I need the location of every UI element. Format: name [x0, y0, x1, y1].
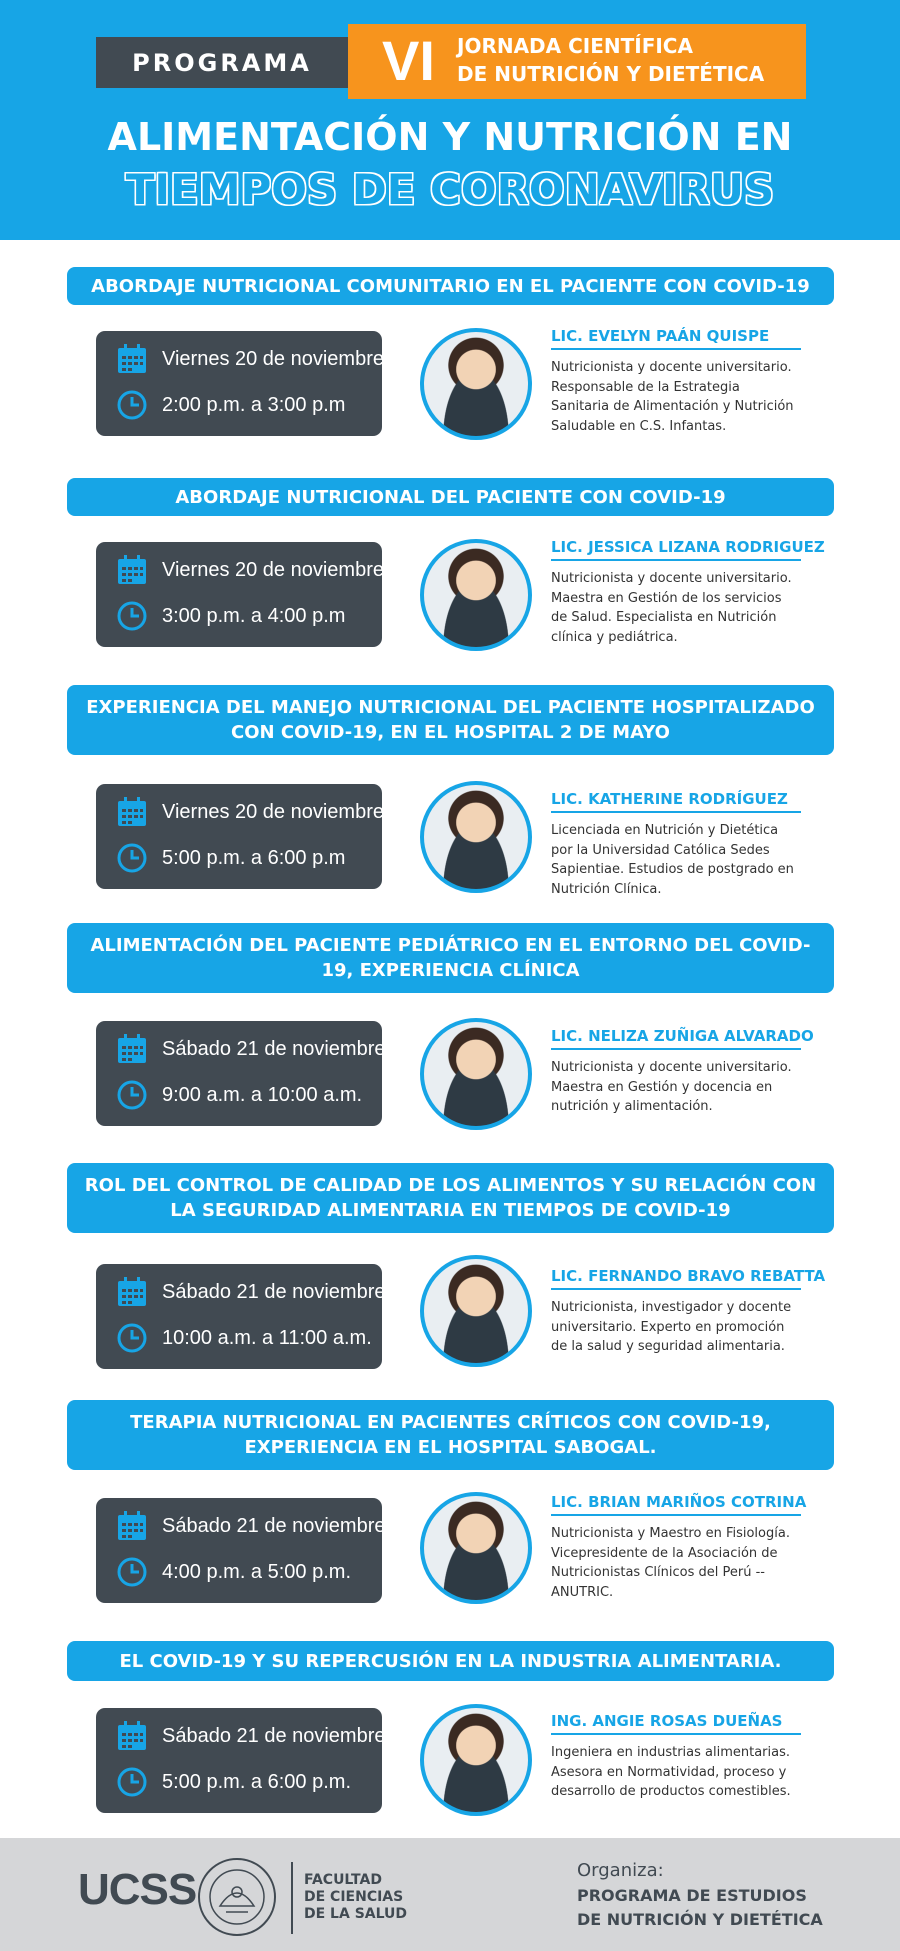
- jornada-line-1: JORNADA CIENTÍFICA: [457, 34, 693, 58]
- jornada-number: VI: [382, 29, 435, 92]
- calendar-icon: [116, 343, 148, 375]
- speaker-block: [551, 1492, 807, 1602]
- speaker-photo: [420, 1704, 532, 1816]
- session-time: 5:00 p.m. a 6:00 p.m.: [162, 1770, 351, 1793]
- organizer-block: [577, 1858, 823, 1932]
- calendar-icon: [116, 1276, 148, 1308]
- calendar-icon: [116, 796, 148, 828]
- session-date: Sábado 21 de noviembre: [162, 1514, 386, 1537]
- session-schedule: [96, 1021, 386, 1126]
- clock-icon: [116, 1766, 148, 1798]
- calendar-icon: [116, 1510, 148, 1542]
- speaker-name: LIC. KATHERINE RODRÍGUEZ: [551, 789, 801, 813]
- clock-icon: [116, 389, 148, 421]
- session-schedule: [96, 784, 382, 889]
- session-time: 2:00 p.m. a 3:00 p.m: [162, 393, 346, 416]
- headline-line-1: ALIMENTACIÓN Y NUTRICIÓN EN: [107, 115, 793, 159]
- session-date: Viernes 20 de noviembre: [162, 558, 384, 581]
- speaker-block: [551, 537, 825, 647]
- session-topic: EL COVID-19 Y SU REPERCUSIÓN EN LA INDUSTRIA ALIMENTARIA.: [67, 1641, 834, 1681]
- session-topic: ROL DEL CONTROL DE CALIDAD DE LOS ALIMENTOS Y SU RELACIÓN CON LA SEGURIDAD ALIMENTARIA EN TIEMPOS DE COVID-19: [67, 1163, 834, 1233]
- session-date: Viernes 20 de noviembre: [162, 347, 384, 370]
- speaker-photo: [420, 1255, 532, 1367]
- speaker-block: [551, 789, 801, 899]
- clock-icon: [116, 1556, 148, 1588]
- university-seal-icon: [196, 1856, 278, 1938]
- clock-icon: [116, 1322, 148, 1354]
- speaker-bio: Nutricionista y docente universitario. Responsable de la Estrategia Sanitaria de Alimentación y Nutrición Saludable en C.S. Infantas.: [551, 360, 794, 434]
- clock-icon: [116, 1079, 148, 1111]
- speaker-bio: Ingeniera en industrias alimentarias. Asesora en Normatividad, proceso y desarrollo de productos comestibles.: [551, 1745, 791, 1799]
- session-date: Viernes 20 de noviembre: [162, 800, 384, 823]
- calendar-icon: [116, 1033, 148, 1065]
- headline-line-2: TIEMPOS DE CORONAVIRUS: [125, 165, 775, 214]
- ucss-logo: UCSS: [78, 1865, 197, 1914]
- session-schedule: [96, 1708, 386, 1813]
- session-time: 5:00 p.m. a 6:00 p.m: [162, 846, 346, 869]
- speaker-bio: Licenciada en Nutrición y Dietética por la Universidad Católica Sedes Sapientiae. Estudios de postgrado en Nutrición Clínica.: [551, 823, 794, 897]
- clock-icon: [116, 600, 148, 632]
- program-line-2: DE NUTRICIÓN Y DIETÉTICA: [577, 1910, 823, 1929]
- faculty-name: FACULTAD DE CIENCIAS DE LA SALUD: [304, 1872, 408, 1922]
- speaker-block: [551, 1026, 814, 1117]
- speaker-name: LIC. EVELYN PAÁN QUISPE: [551, 326, 801, 350]
- session-schedule: [96, 1264, 386, 1369]
- speaker-block: [551, 1266, 826, 1357]
- speaker-photo: [420, 1018, 532, 1130]
- session-time: 9:00 a.m. a 10:00 a.m.: [162, 1083, 363, 1106]
- speaker-name: ING. ANGIE ROSAS DUEÑAS: [551, 1711, 801, 1735]
- speaker-block: [551, 1711, 801, 1802]
- clock-icon: [116, 842, 148, 874]
- session-date: Sábado 21 de noviembre: [162, 1037, 386, 1060]
- jornada-line-2: DE NUTRICIÓN Y DIETÉTICA: [457, 62, 765, 86]
- session-topic: ALIMENTACIÓN DEL PACIENTE PEDIÁTRICO EN EL ENTORNO DEL COVID-19, EXPERIENCIA CLÍNICA: [67, 923, 834, 993]
- speaker-photo: [420, 781, 532, 893]
- session-schedule: [96, 331, 382, 436]
- speaker-bio: Nutricionista y docente universitario. Maestra en Gestión de los servicios de Salud. Especialista en Nutrición clínica y pediátrica.: [551, 571, 792, 645]
- session-topic: ABORDAJE NUTRICIONAL DEL PACIENTE CON COVID-19: [67, 478, 834, 516]
- session-time: 10:00 a.m. a 11:00 a.m.: [162, 1326, 372, 1349]
- calendar-icon: [116, 554, 148, 586]
- speaker-photo: [420, 328, 532, 440]
- speaker-name: LIC. FERNANDO BRAVO REBATTA: [551, 1266, 801, 1290]
- program-line-1: PROGRAMA DE ESTUDIOS: [577, 1886, 807, 1905]
- session-schedule: [96, 1498, 386, 1603]
- speaker-photo: [420, 1492, 532, 1604]
- speaker-name: LIC. NELIZA ZUÑIGA ALVARADO: [551, 1026, 801, 1050]
- jornada-badge: [348, 24, 806, 99]
- session-time: 3:00 p.m. a 4:00 p.m: [162, 604, 346, 627]
- speaker-photo: [420, 539, 532, 651]
- footer-divider: [291, 1862, 293, 1934]
- organiza-label: Organiza:: [577, 1860, 664, 1881]
- session-date: Sábado 21 de noviembre: [162, 1280, 386, 1303]
- speaker-bio: Nutricionista y Maestro en Fisiología. Vicepresidente de la Asociación de Nutricionistas Clínicos del Perú -- ANUTRIC.: [551, 1526, 790, 1600]
- session-date: Sábado 21 de noviembre: [162, 1724, 386, 1747]
- session-topic: TERAPIA NUTRICIONAL EN PACIENTES CRÍTICOS CON COVID-19, EXPERIENCIA EN EL HOSPITAL SABOGAL.: [67, 1400, 834, 1470]
- speaker-name: LIC. BRIAN MARIÑOS COTRINA: [551, 1492, 801, 1516]
- speaker-bio: Nutricionista y docente universitario. Maestra en Gestión y docencia en nutrición y alimentación.: [551, 1060, 792, 1114]
- footer: [0, 1838, 900, 1951]
- header-banner: [0, 0, 900, 240]
- session-schedule: [96, 542, 382, 647]
- session-topic: EXPERIENCIA DEL MANEJO NUTRICIONAL DEL PACIENTE HOSPITALIZADO CON COVID-19, EN EL HOSPITAL 2 DE MAYO: [67, 685, 834, 755]
- speaker-bio: Nutricionista, investigador y docente universitario. Experto en promoción de la salud y seguridad alimentaria.: [551, 1300, 792, 1354]
- calendar-icon: [116, 1720, 148, 1752]
- session-time: 4:00 p.m. a 5:00 p.m.: [162, 1560, 351, 1583]
- session-topic: ABORDAJE NUTRICIONAL COMUNITARIO EN EL PACIENTE CON COVID-19: [67, 267, 834, 305]
- programa-label: PROGRAMA: [96, 37, 348, 88]
- speaker-name: LIC. JESSICA LIZANA RODRIGUEZ: [551, 537, 801, 561]
- speaker-block: [551, 326, 801, 436]
